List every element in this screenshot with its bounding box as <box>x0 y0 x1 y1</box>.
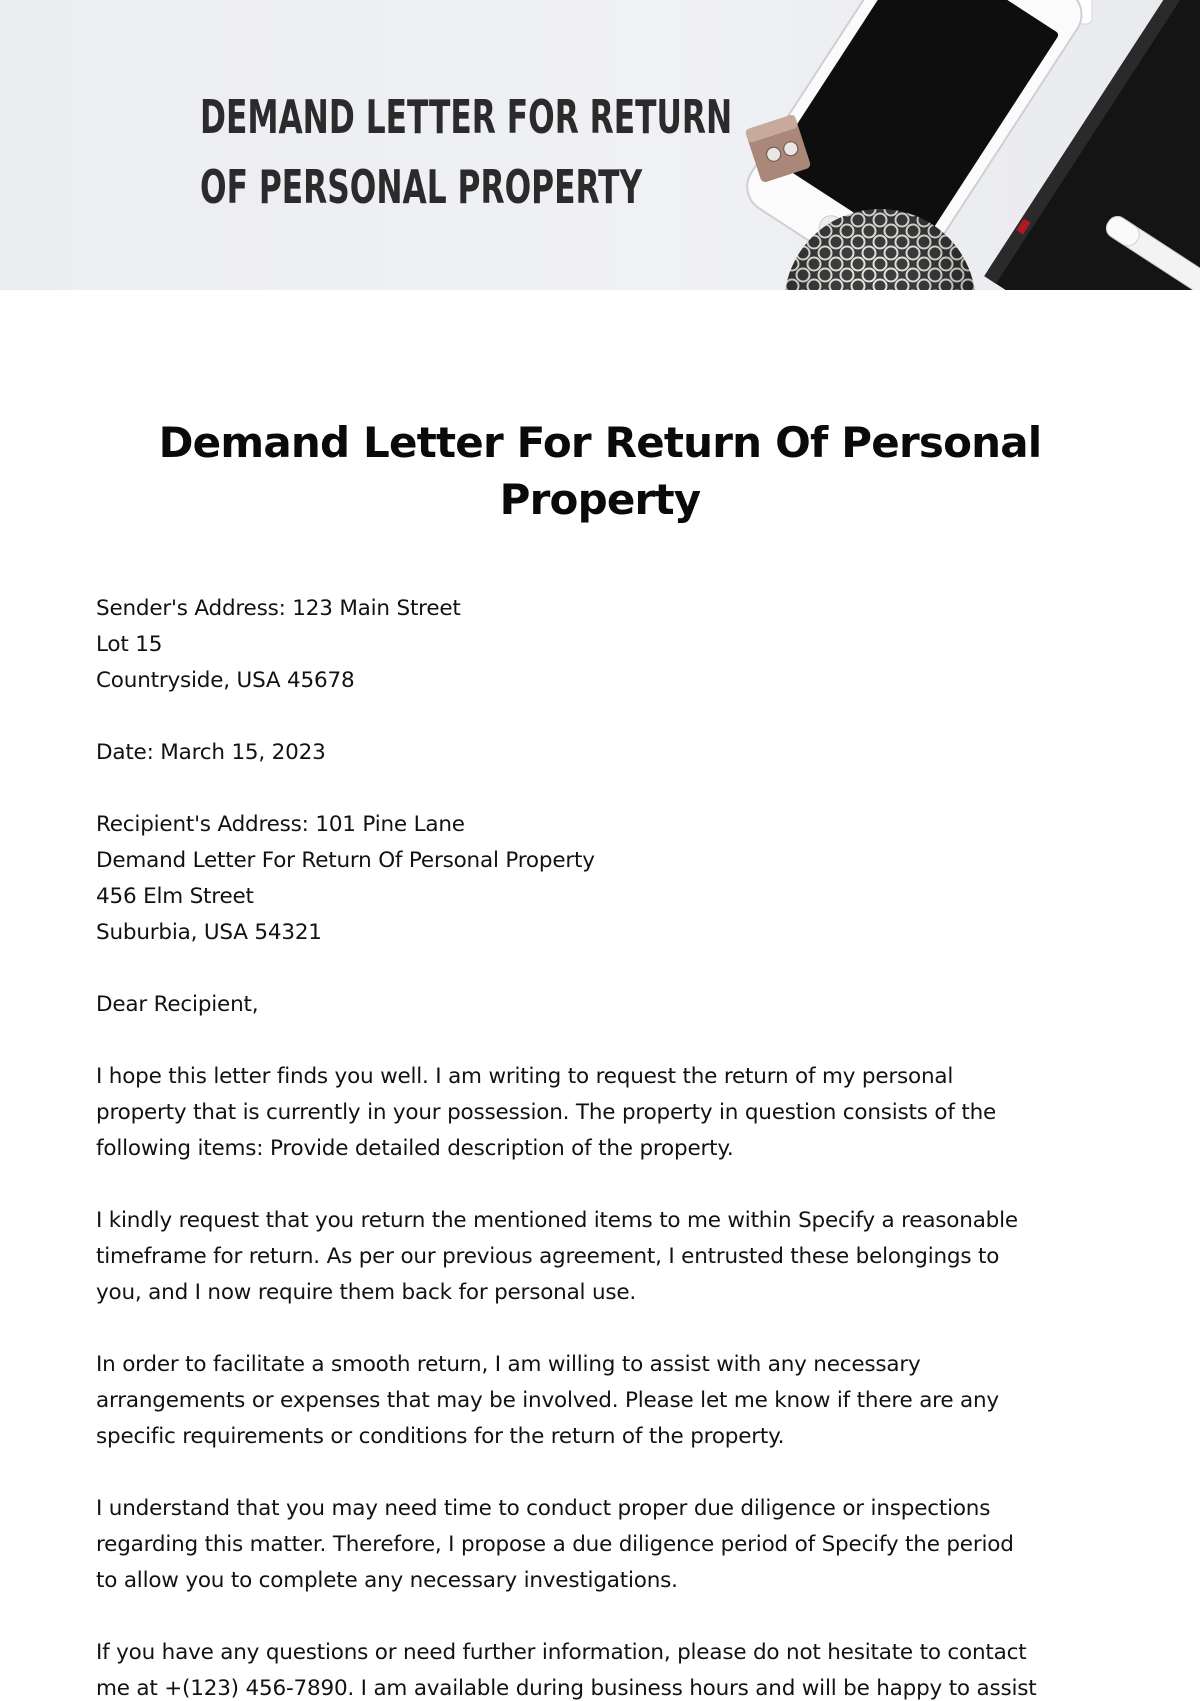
recipient-address-block <box>96 807 1106 951</box>
paragraph-line: regarding this matter. Therefore, I propose a due diligence period of Specify the period <box>96 1532 1014 1557</box>
date-line: Date: March 15, 2023 <box>96 740 326 765</box>
document-title-line: Property <box>499 475 701 524</box>
document-title <box>80 414 1120 528</box>
paragraph-line: I understand that you may need time to conduct proper due diligence or inspections <box>96 1496 991 1521</box>
banner-illustration <box>0 0 1200 290</box>
document-title-line: Demand Letter For Return Of Personal <box>158 418 1042 467</box>
paragraph-line: me at +(123) 456-7890. I am available during business hours and will be happy to assist <box>96 1676 1037 1701</box>
recipient-address-line: 456 Elm Street <box>96 884 254 909</box>
paragraph-line: In order to facilitate a smooth return, I am willing to assist with any necessary <box>96 1352 921 1377</box>
paragraph <box>96 1635 1106 1701</box>
paragraph <box>96 1203 1106 1311</box>
recipient-address-line: Recipient's Address: 101 Pine Lane <box>96 812 465 837</box>
recipient-address-line: Suburbia, USA 54321 <box>96 920 322 945</box>
letter-body <box>96 591 1106 1701</box>
sender-address-line: Sender's Address: 123 Main Street <box>96 596 461 621</box>
recipient-address-line: Demand Letter For Return Of Personal Property <box>96 848 595 873</box>
salutation <box>96 987 1106 1023</box>
sender-address-line: Countryside, USA 45678 <box>96 668 355 693</box>
banner-title-line: OF PERSONAL PROPERTY <box>200 160 643 214</box>
header-banner <box>0 0 1200 290</box>
paragraph-line: specific requirements or conditions for the return of the property. <box>96 1424 785 1449</box>
salutation-line: Dear Recipient, <box>96 992 259 1017</box>
sender-address-line: Lot 15 <box>96 632 163 657</box>
paragraph <box>96 1491 1106 1599</box>
paragraph <box>96 1347 1106 1455</box>
paragraph-line: I hope this letter finds you well. I am writing to request the return of my personal <box>96 1064 954 1089</box>
paragraph-line: to allow you to complete any necessary investigations. <box>96 1568 678 1593</box>
paragraph-line: I kindly request that you return the mentioned items to me within Specify a reasonable <box>96 1208 1018 1233</box>
paragraph-line: arrangements or expenses that may be involved. Please let me know if there are any <box>96 1388 999 1413</box>
paragraph-line: following items: Provide detailed description of the property. <box>96 1136 734 1161</box>
banner-title-line: DEMAND LETTER FOR RETURN <box>200 90 733 144</box>
date-block <box>96 735 1106 771</box>
paragraph-line: timeframe for return. As per our previous agreement, I entrusted these belongings to <box>96 1244 1000 1269</box>
paragraph <box>96 1059 1106 1167</box>
paragraph-line: you, and I now require them back for personal use. <box>96 1280 637 1305</box>
sender-address-block <box>96 591 1106 699</box>
banner-title <box>200 82 733 222</box>
paragraph-line: If you have any questions or need further information, please do not hesitate to contact <box>96 1640 1027 1665</box>
paragraph-line: property that is currently in your possession. The property in question consists of the <box>96 1100 997 1125</box>
